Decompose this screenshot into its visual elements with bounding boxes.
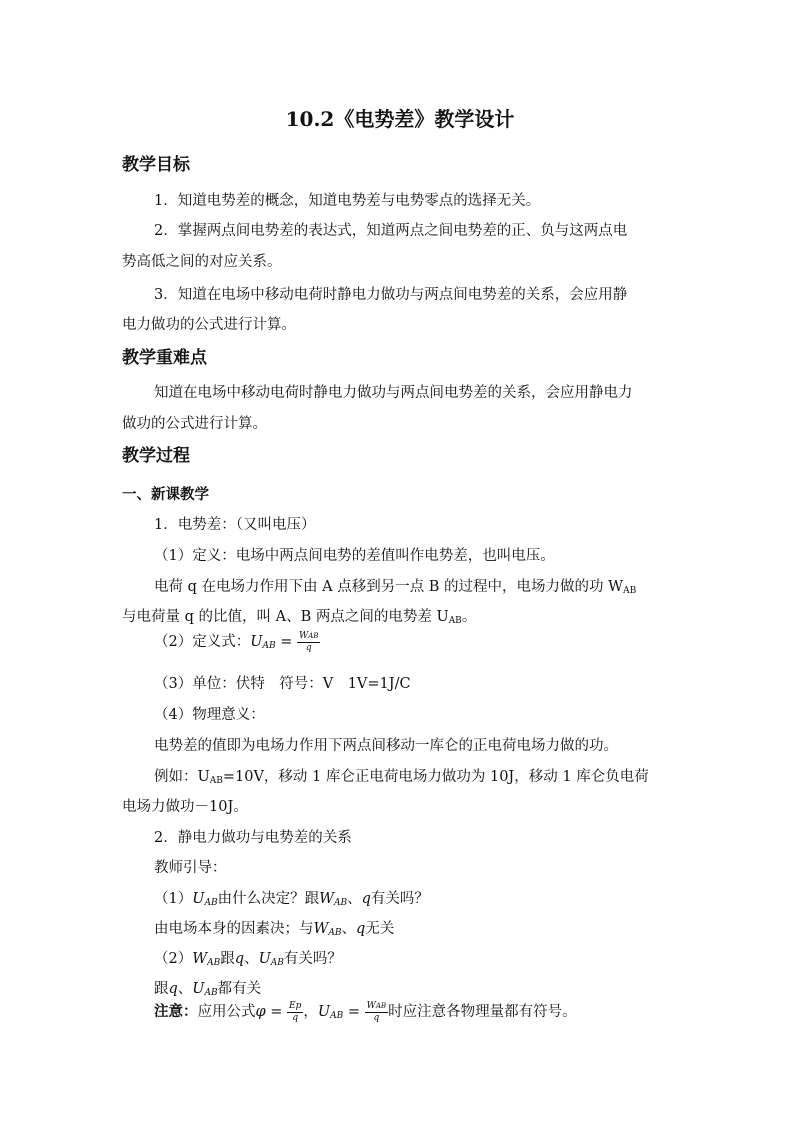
key-1b: 做功的公式进行计算。 [122,416,267,432]
heading-key-points: 教学重难点 [122,348,207,368]
key-1a: 知道在电场中移动电荷时静电力做功与两点间电势差的关系，会应用静电力 [154,385,633,401]
heading-goals: 教学目标 [122,155,190,175]
note-fraction-2: $\frac{\text{WAB}}{q}$ [366,1000,387,1023]
page-title: 10.2《电势差》教学设计 [285,107,515,131]
note-fraction-1: $\frac{Ep}{q}$ [289,1000,302,1023]
charge-line-b: 与电荷量 q 的比值，叫 A、B 两点之间的电势差 UAB。 [122,609,477,626]
item-1: 1．电势差：（又叫电压） [154,517,316,533]
formula-lhs: $U_{AB}$ [250,634,276,651]
goal-3a: 3．知道在电场中移动电荷时静电力做功与两点间电势差的关系，会应用静 [154,287,628,303]
question-2: $(2)W_{AB}$跟q、$U_{AB}$有关吗？ [154,951,342,968]
question-1: $(1)U_{AB}$由什么决定？跟$W_{AB}$、q有关吗？ [154,891,429,908]
charge-line-a: 电荷 q 在电场力作用下由 A 点移到另一点 B 的过程中，电场力做的功 WAB [154,579,637,596]
note-line: 注意：应用公式φ = $\frac{Ep}{q}$ ，$U_{AB}$ = $\frac{\text{WAB}}{q}$ 时应注意各物理量都有符号。 [154,1000,577,1023]
item-definition: （1）定义：电场中两点间电势的差值叫作电势差，也叫电压。 [154,548,555,564]
formula-fraction: $\frac{\text{WAB}}{q}$ [298,630,319,653]
meaning-text: 电势差的值即为电场力作用下两点间移动一库仑的正电荷电场力做的功。 [154,738,618,754]
example-line-a: 例如：UAB=10V，移动 1 库仑正电荷电场力做功为 10J，移动 1 库仑负电荷 [154,769,649,786]
teacher-guide: 教师引导： [154,860,227,876]
goal-1: 1．知道电势差的概念，知道电势差与电势零点的选择无关。 [154,193,541,209]
heading-new-lesson: 一、新课教学 [122,487,209,503]
goal-2b: 势高低之间的对应关系。 [122,254,282,270]
goal-3b: 电力做功的公式进行计算。 [122,317,296,333]
unit-line: （3）单位：伏特 符号：V 1V=1J/C [154,676,411,692]
goal-2a: 2．掌握两点间电势差的表达式，知道两点之间电势差的正、负与这两点电 [154,223,628,239]
heading-process: 教学过程 [122,446,190,466]
example-line-b: 电场力做功－10J。 [122,799,248,815]
meaning-label: （4）物理意义： [154,707,265,723]
item-2: 2．静电力做功与电势差的关系 [154,830,352,846]
answer-1: 由电场本身的因素决；与$W_{AB}$、q无关 [154,921,395,938]
answer-2: 跟q、$U_{AB}$都有关 [154,981,262,998]
formula-line: （2）定义式：$U_{AB}$ = $\frac{\text{WAB}}{q}$ [154,630,319,653]
